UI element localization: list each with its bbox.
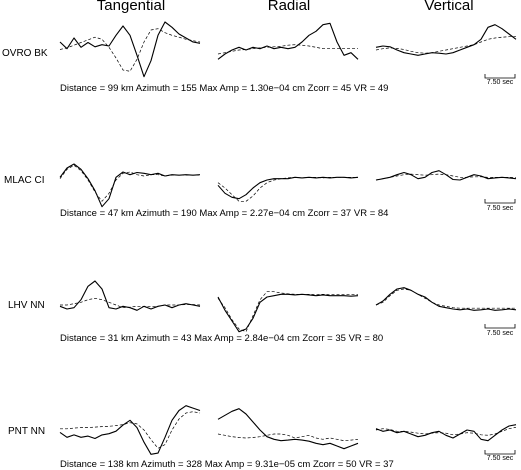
station-label: PNT NN bbox=[8, 426, 46, 437]
station-row-1 bbox=[4, 175, 515, 219]
station-label: MLAC CI bbox=[4, 175, 45, 186]
synthetic-trace-vertical bbox=[376, 427, 516, 435]
scale-bar-label: 7.50 sec bbox=[486, 79, 514, 86]
synthetic-trace-tangential bbox=[60, 165, 200, 201]
column-title-tangential: Tangential bbox=[96, 0, 166, 14]
observed-trace-vertical bbox=[376, 425, 516, 441]
scale-bar bbox=[485, 324, 515, 337]
scale-bar bbox=[485, 74, 515, 86]
observed-trace-vertical bbox=[376, 25, 516, 56]
observed-trace-tangential bbox=[60, 406, 200, 455]
scale-bar bbox=[485, 199, 515, 212]
observed-trace-radial bbox=[218, 294, 358, 331]
column-title-radial: Radial bbox=[267, 0, 311, 14]
synthetic-trace-radial bbox=[218, 177, 358, 201]
observed-trace-radial bbox=[218, 23, 358, 59]
observed-trace-tangential bbox=[60, 164, 200, 207]
observed-trace-vertical bbox=[376, 288, 516, 311]
synthetic-trace-tangential bbox=[60, 412, 200, 449]
station-row-0 bbox=[2, 48, 515, 94]
station-info: Distance = 31 km Azimuth = 43 Max Amp = 2.84e−04 cm Zcorr = 35 VR = 80 bbox=[60, 333, 384, 344]
observed-trace-tangential bbox=[60, 22, 200, 77]
station-info: Distance = 99 km Azimuth = 155 Max Amp = 1.30e−04 cm Zcorr = 45 VR = 49 bbox=[60, 83, 389, 94]
station-info: Distance = 138 km Azimuth = 328 Max Amp = 9.31e−05 cm Zcorr = 50 VR = 37 bbox=[60, 459, 394, 470]
station-label: OVRO BK bbox=[2, 48, 48, 59]
scale-bar bbox=[485, 450, 515, 462]
station-label: LHV NN bbox=[8, 300, 45, 311]
synthetic-trace-vertical bbox=[376, 289, 516, 308]
station-row-3 bbox=[8, 426, 515, 470]
column-title-vertical: Vertical bbox=[424, 0, 474, 14]
observed-trace-vertical bbox=[376, 171, 516, 180]
synthetic-trace-vertical bbox=[376, 37, 516, 54]
observed-trace-radial bbox=[218, 177, 358, 198]
synthetic-trace-radial bbox=[218, 45, 358, 54]
synthetic-trace-radial bbox=[218, 292, 358, 332]
scale-bar-label: 7.50 sec bbox=[486, 455, 514, 462]
station-info: Distance = 47 km Azimuth = 190 Max Amp = 2.27e−04 cm Zcorr = 37 VR = 84 bbox=[60, 208, 389, 219]
observed-trace-tangential bbox=[60, 281, 200, 310]
scale-bar-label: 7.50 sec bbox=[486, 205, 514, 212]
observed-trace-radial bbox=[218, 409, 358, 449]
scale-bar-label: 7.50 sec bbox=[486, 330, 514, 337]
